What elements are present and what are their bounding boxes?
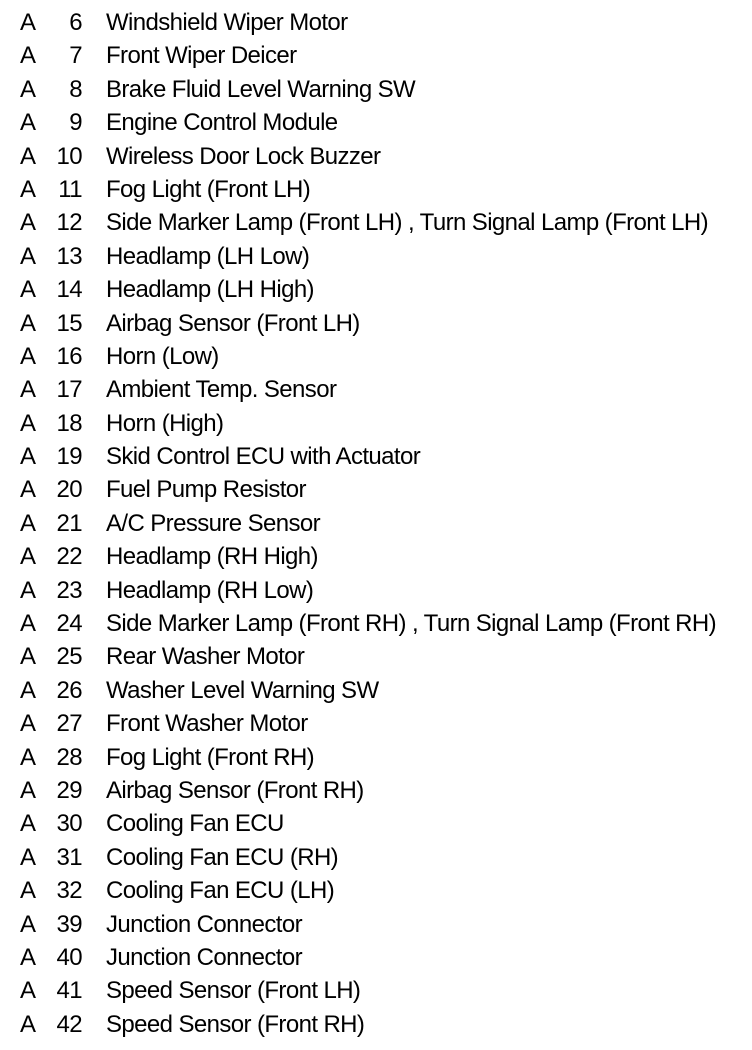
connector-name: Airbag Sensor (Front LH) — [106, 309, 360, 337]
connector-letter: A — [20, 75, 36, 103]
connector-row — [0, 407, 752, 440]
connector-number: 19 — [56, 443, 82, 471]
connector-name: Brake Fluid Level Warning SW — [106, 75, 416, 103]
connector-name: Side Marker Lamp (Front RH) , Turn Signal Lamp (Front RH) — [106, 610, 716, 638]
connector-letter: A — [20, 109, 36, 137]
connector-number: 16 — [56, 342, 82, 370]
connector-row — [0, 908, 752, 941]
connector-letter: A — [20, 643, 36, 671]
connector-letter: A — [20, 977, 36, 1005]
connector-name: Engine Control Module — [106, 109, 338, 137]
connector-name: Junction Connector — [106, 910, 302, 938]
connector-number: 11 — [58, 175, 82, 203]
connector-letter: A — [20, 409, 36, 437]
connector-number: 13 — [56, 242, 82, 270]
connector-letter: A — [20, 276, 36, 304]
connector-number: 18 — [56, 409, 82, 437]
connector-name: Speed Sensor (Front RH) — [106, 1010, 365, 1038]
connector-number: 31 — [56, 843, 82, 871]
connector-number: 41 — [56, 977, 82, 1005]
connector-letter: A — [20, 309, 36, 337]
connector-row — [0, 340, 752, 373]
connector-letter: A — [20, 743, 36, 771]
connector-row — [0, 807, 752, 840]
connector-row — [0, 640, 752, 673]
connector-letter: A — [20, 543, 36, 571]
connector-name: Horn (High) — [106, 409, 224, 437]
connector-name: Airbag Sensor (Front RH) — [106, 776, 364, 804]
connector-letter: A — [20, 509, 36, 537]
connector-number: 42 — [56, 1010, 82, 1038]
connector-number: 25 — [56, 643, 82, 671]
connector-letter: A — [20, 443, 36, 471]
connector-name: Fog Light (Front RH) — [106, 743, 315, 771]
connector-number: 20 — [56, 476, 82, 504]
connector-letter: A — [20, 710, 36, 738]
connector-letter: A — [20, 342, 36, 370]
connector-name: Cooling Fan ECU (LH) — [106, 877, 335, 905]
connector-row — [0, 73, 752, 106]
connector-letter: A — [20, 843, 36, 871]
connector-number: 23 — [56, 576, 82, 604]
connector-row — [0, 674, 752, 707]
connector-number: 27 — [56, 710, 82, 738]
connector-name: Cooling Fan ECU (RH) — [106, 843, 339, 871]
connector-letter: A — [20, 42, 36, 70]
connector-row — [0, 974, 752, 1007]
connector-name: A/C Pressure Sensor — [106, 509, 321, 537]
connector-name: Speed Sensor (Front LH) — [106, 977, 361, 1005]
connector-letter: A — [20, 476, 36, 504]
connector-name: Front Washer Motor — [106, 710, 308, 738]
connector-number: 9 — [69, 109, 82, 137]
connector-name: Horn (Low) — [106, 342, 219, 370]
connector-row — [0, 140, 752, 173]
connector-letter: A — [20, 910, 36, 938]
connector-number: 7 — [69, 42, 82, 70]
connector-letter: A — [20, 1010, 36, 1038]
connector-letter: A — [20, 676, 36, 704]
connector-letter: A — [20, 242, 36, 270]
connector-row — [0, 173, 752, 206]
connector-number: 39 — [56, 910, 82, 938]
connector-number: 28 — [56, 743, 82, 771]
connector-letter: A — [20, 610, 36, 638]
connector-row — [0, 874, 752, 907]
connector-name: Rear Washer Motor — [106, 643, 305, 671]
connector-number: 32 — [56, 877, 82, 905]
connector-letter: A — [20, 376, 36, 404]
connector-row — [0, 440, 752, 473]
connector-name: Headlamp (RH Low) — [106, 576, 314, 604]
connector-row — [0, 373, 752, 406]
connector-number: 22 — [56, 543, 82, 571]
connector-row — [0, 574, 752, 607]
connector-name: Fuel Pump Resistor — [106, 476, 306, 504]
connector-letter: A — [20, 9, 36, 36]
connector-number: 6 — [69, 9, 82, 36]
connector-row — [0, 741, 752, 774]
connector-row — [0, 273, 752, 306]
connector-row — [0, 707, 752, 740]
connector-row — [0, 6, 752, 39]
connector-letter: A — [20, 877, 36, 905]
connector-row — [0, 774, 752, 807]
connector-name: Wireless Door Lock Buzzer — [106, 142, 381, 170]
connector-number: 8 — [69, 75, 82, 103]
connector-row — [0, 39, 752, 72]
connector-row — [0, 540, 752, 573]
connector-letter: A — [20, 142, 36, 170]
connector-letter: A — [20, 175, 36, 203]
connector-number: 10 — [56, 142, 82, 170]
connector-name: Cooling Fan ECU — [106, 810, 284, 838]
connector-row — [0, 841, 752, 874]
connector-name: Ambient Temp. Sensor — [106, 376, 337, 404]
connector-name: Skid Control ECU with Actuator — [106, 443, 421, 471]
connector-name: Washer Level Warning SW — [106, 676, 379, 704]
connector-name: Fog Light (Front LH) — [106, 175, 311, 203]
connector-letter: A — [20, 776, 36, 804]
connector-number: 21 — [56, 509, 82, 537]
connector-number: 14 — [56, 276, 82, 304]
connector-name: Front Wiper Deicer — [106, 42, 297, 70]
connector-number: 17 — [56, 376, 82, 404]
connector-number: 26 — [56, 676, 82, 704]
connector-number: 40 — [56, 943, 82, 971]
connector-list — [0, 6, 752, 1041]
connector-row — [0, 507, 752, 540]
connector-row — [0, 240, 752, 273]
connector-number: 15 — [56, 309, 82, 337]
connector-name: Side Marker Lamp (Front LH) , Turn Signal Lamp (Front LH) — [106, 209, 709, 237]
connector-name: Headlamp (LH Low) — [106, 242, 310, 270]
connector-row — [0, 106, 752, 139]
connector-letter: A — [20, 209, 36, 237]
connector-name: Junction Connector — [106, 943, 302, 971]
connector-name: Headlamp (RH High) — [106, 543, 318, 571]
connector-letter: A — [20, 943, 36, 971]
connector-row — [0, 1008, 752, 1041]
connector-number: 29 — [56, 776, 82, 804]
connector-row — [0, 206, 752, 239]
connector-row — [0, 607, 752, 640]
connector-number: 12 — [56, 209, 82, 237]
connector-row — [0, 941, 752, 974]
connector-number: 30 — [56, 810, 82, 838]
connector-row — [0, 473, 752, 506]
connector-name: Windshield Wiper Motor — [106, 9, 348, 36]
connector-letter: A — [20, 810, 36, 838]
connector-name: Headlamp (LH High) — [106, 276, 314, 304]
connector-letter: A — [20, 576, 36, 604]
connector-number: 24 — [56, 610, 82, 638]
connector-row — [0, 307, 752, 340]
